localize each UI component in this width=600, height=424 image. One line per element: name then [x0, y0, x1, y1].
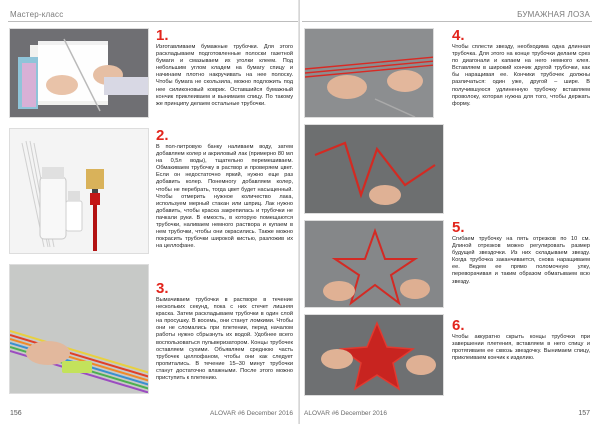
step-3-number: 3. — [156, 280, 169, 297]
step-4 — [452, 28, 590, 108]
step-3 — [156, 281, 293, 382]
photo-joining-image — [305, 29, 434, 118]
page-number-left: 156 — [10, 410, 22, 417]
step-5-text: Сгибаем трубочку на пять отрезков по 10 см. Длиной отрезков можно регулировать размер будущей звездочки. Из них складываем звезду. Когда трубочка заканчивается, снова наращиваем ее. Ведем ее прямо поломочную улку, переворачивая и таким образом обматываем всю звезду. — [452, 236, 590, 285]
step-1-text: Изготавливаем бумажные трубочки. Для этого раскладываем подготовленные полоски газетной бумаги и смазываем их уголки клеем. Под небольшим углом кладем на бумагу спицу и начинаем плотно накручивать на нее полоску. Чтобы бумага не скользила, можно подложить под нее силиконовый коврик. Оставшийся бумажный кончик приклеиваем и вынимаем спицу. По такому же принципу делаем остальные трубочки. — [156, 44, 293, 107]
photo-star-outline-image — [305, 221, 444, 308]
photo-joining-tubes — [304, 28, 434, 118]
photo-weaving-star — [304, 314, 444, 396]
step-5-number: 5. — [452, 219, 465, 236]
magazine-footer-left: ALOVAR #6 December 2016 — [210, 410, 293, 417]
section-label-right: БУМАЖНАЯ ЛОЗА — [517, 10, 590, 19]
step-4-text: Чтобы сплести звезду, необходима одна длинная трубочка. Для этого на конце трубочки делаем срез по диагонали и капаем на него немного клея. Вставляем в широкий кончик другой трубочки, как бы наращивая ее. Кончики трубочек должны различаться: один уже, другой – шире. В получившуюся удлиненную трубочку вставляем проволоку, которая нужна для того, чтобы держать форму. — [452, 44, 590, 107]
photo-jars-image — [10, 129, 149, 254]
photo-star-outline — [304, 220, 444, 308]
step-6 — [452, 318, 590, 362]
photo-colored-tubes — [9, 264, 149, 394]
step-2-text: В пол-литровую банку наливаем воду, затем добавляем колер и акриловый лак (примерно 80 мл на 0,5л воды), тщательно перемешиваем. Обмакиваем трубочку в раствор и проверяем цвет. Если он недостаточно яркий, нужно еще раз добавить колер. Понемногу добавляем колер, чтобы не перебрать, тогда цвет будет насыщенный. Чтобы отмерить нужное количество лака, используем мерный стакан или шприц. Лак нужно добавить, чтобы краска закрепилась и трубочки не пачкали руки. В емкость, в которую помещаются трубочки, наливаем немного раствора и купаем в нем трубочки, чтобы они окрасились. Также можно покрасить трубочки широкой кистью, разложив их на целлофане. — [156, 144, 293, 250]
photo-jars-and-brush — [9, 128, 149, 254]
step-3-text: Вымачиваем трубочки в растворе в течение нескольких секунд, пока с них стечет лишняя краска. Затем раскладываем трубочки в один слой на просушку. В восемь, они станут ломкими. Чтобы они не сломались при плетении, перед началом работы нужно сбрызнуть их водой. Удобнее всего воспользоваться пульверизатором. Концы трубочек оставляем сухими. Объявляем среднюю часть трубочек целлофаном, чтобы они как следует пропитались. В течение 15–30 минут трубочки станут достаточно влажными. После этого можно приступить к плетению. — [156, 297, 293, 382]
step-6-number: 6. — [452, 317, 465, 334]
step-2-number: 2. — [156, 127, 169, 144]
photo-folding-image — [305, 125, 444, 214]
step-6-text: Чтобы аккуратно скрыть концы трубочки при завершении плетения, вставляем в него спицу и протягиваем ее сквозь звездочку. Вынимаем спицу, приклеиваем кончик к изделию. — [452, 334, 590, 362]
step-1 — [156, 28, 293, 108]
step-5 — [452, 220, 590, 286]
photo-rolling-tubes-image — [10, 29, 149, 118]
photo-rolling-tubes — [9, 28, 149, 118]
step-1-number: 1. — [156, 27, 169, 44]
page-number-right: 157 — [578, 410, 590, 417]
step-4-number: 4. — [452, 27, 465, 44]
photo-weaving-star-image — [305, 315, 444, 396]
step-2 — [156, 128, 293, 250]
section-label-left: Мастер-класс — [10, 10, 64, 19]
header-rule-right — [302, 21, 592, 22]
photo-folding-shape — [304, 124, 444, 214]
photo-colored-tubes-image — [10, 265, 149, 394]
magazine-footer-right: ALOVAR #6 December 2016 — [304, 410, 387, 417]
header-rule-left — [8, 21, 298, 22]
